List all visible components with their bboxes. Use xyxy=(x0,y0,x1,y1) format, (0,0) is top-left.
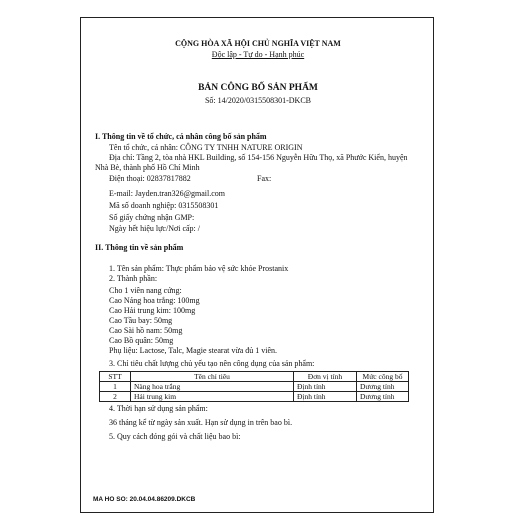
table-cell: Định tính xyxy=(294,392,357,402)
nation-header: CỘNG HÒA XÃ HỘI CHỦ NGHĨA VIỆT NAM xyxy=(175,39,341,48)
ingredient-line: Cao Sài hồ nam: 50mg xyxy=(109,326,183,335)
ingredient-line: Cho 1 viên nang cứng: xyxy=(109,286,182,295)
table-cell: Dương tính xyxy=(357,382,409,392)
fax: Fax: xyxy=(257,174,272,183)
spec-heading: 3. Chỉ tiêu chất lượng chủ yếu tạo nên công dụng của sản phẩm: xyxy=(109,359,315,368)
table-cell: 1 xyxy=(100,382,131,392)
gmp-certificate: Số giấy chứng nhận GMP: xyxy=(109,213,195,222)
column-header: Mức công bố xyxy=(357,372,409,382)
table-cell: Hải trung kim xyxy=(131,392,294,402)
ingredient-line: Cao Náng hoa trắng: 100mg xyxy=(109,296,200,305)
table-row xyxy=(100,382,409,392)
email: E-mail: Jayden.tran326@gmail.com xyxy=(109,189,226,198)
motto: Độc lập - Tự do - Hạnh phúc xyxy=(211,50,305,59)
section1-heading: I. Thông tin về tổ chức, cá nhân công bố sản phẩm xyxy=(95,132,267,141)
document-page xyxy=(80,17,434,513)
document-number: Số: 14/2020/0315508301-DKCB xyxy=(204,96,311,105)
table-cell: 2 xyxy=(100,392,131,402)
document-title: BẢN CÔNG BỐ SẢN PHẨM xyxy=(198,83,318,93)
tax-code: Mã số doanh nghiệp: 0315508301 xyxy=(109,201,219,210)
shelf-life: 36 tháng kể từ ngày sản xuất. Hạn sử dụng in trên bao bì. xyxy=(109,418,293,427)
ingredient-line: Cao Hải trung kim: 100mg xyxy=(109,306,196,315)
ingredient-line: Cao Bồ quân: 50mg xyxy=(109,336,174,345)
file-code-footer: MA HO SO: 20.04.04.86209.DKCB xyxy=(93,496,196,503)
ingredient-line: Cao Tầu bay: 50mg xyxy=(109,316,173,325)
shelf-life-heading: 4. Thời hạn sử dụng sản phẩm: xyxy=(109,404,208,413)
table-header-row xyxy=(100,372,409,382)
ingredients-heading: 2. Thành phần: xyxy=(109,274,158,283)
address-line2: Nhà Bè, thành phố Hồ Chí Minh xyxy=(95,163,200,172)
quality-spec-table xyxy=(99,371,409,402)
column-header: Đơn vị tính xyxy=(294,372,357,382)
expiry: Ngày hết hiệu lực/Nơi cấp: / xyxy=(109,224,200,233)
table-cell: Định tính xyxy=(294,382,357,392)
product-name: 1. Tên sản phẩm: Thực phẩm bảo vệ sức khỏe Prostanix xyxy=(109,264,289,273)
org-name: Tên tổ chức, cá nhân: CÔNG TY TNHH NATURE ORIGIN xyxy=(109,143,303,152)
address-line1: Địa chỉ: Tầng 2, tòa nhà HKL Building, số 154-156 Nguyễn Hữu Thọ, xã Phước Kiển, huyện xyxy=(109,153,408,162)
table-cell: Nàng hoa trắng xyxy=(131,382,294,392)
table-cell: Dương tính xyxy=(357,392,409,402)
phone: Điện thoại: 02837817882 xyxy=(109,174,191,183)
column-header: STT xyxy=(100,372,131,382)
column-header: Tên chỉ tiêu xyxy=(131,372,294,382)
packaging-heading: 5. Quy cách đóng gói và chất liệu bao bì: xyxy=(109,432,241,441)
ingredient-line: Phụ liệu: Lactose, Talc, Magie stearat vừa đủ 1 viên. xyxy=(109,346,278,355)
table-row xyxy=(100,392,409,402)
section2-heading: II. Thông tin về sản phẩm xyxy=(95,243,184,252)
